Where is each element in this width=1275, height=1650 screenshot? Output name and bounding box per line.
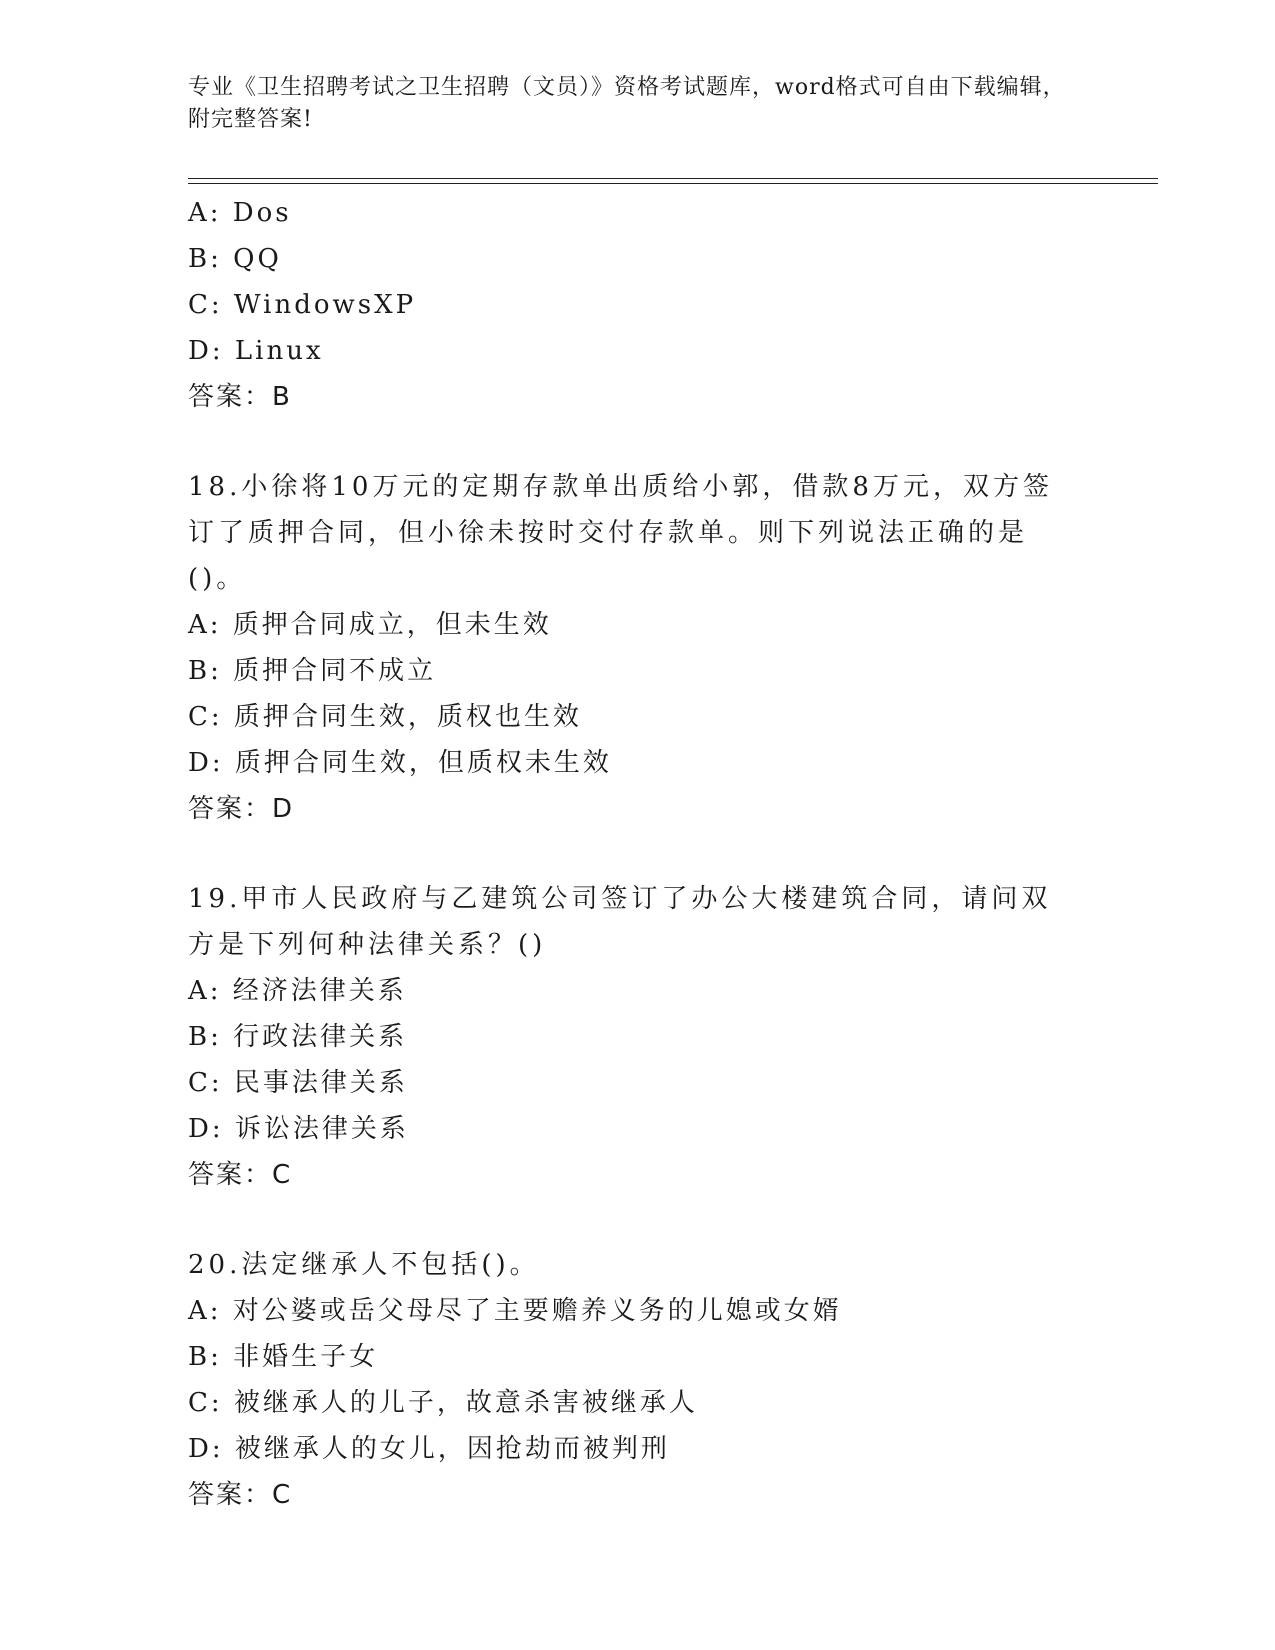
option-d: D: Linux — [188, 336, 324, 366]
option-b: B: 行政法律关系 — [188, 1022, 408, 1052]
question-text: 18.小徐将10万元的定期存款单出质给小郭，借款8万元，双方签订了质押合同，但小徐未按时交付存款单。则下列说法正确的是()。 — [188, 472, 1053, 594]
option-a: A: 经济法律关系 — [188, 976, 407, 1006]
document-header: 专业《卫生招聘考试之卫生招聘（文员）》资格考试题库，word格式可自由下载编辑，附完整答案! — [188, 75, 1066, 132]
question-spacer — [188, 420, 1088, 464]
header-divider-top — [188, 178, 1158, 179]
option-a: A: 质押合同成立，但未生效 — [188, 610, 552, 640]
option-b: B: 非婚生子女 — [188, 1342, 379, 1372]
answer-label: 答案：C — [188, 1160, 293, 1190]
option-a: A: 对公婆或岳父母尽了主要赡养义务的儿媳或女婿 — [188, 1296, 842, 1326]
question-20 — [188, 1242, 1088, 1518]
question-17 — [188, 190, 1088, 420]
option-b: B: 质押合同不成立 — [188, 656, 437, 686]
question-list — [188, 190, 1088, 1518]
question-spacer — [188, 832, 1088, 876]
option-c: C: 被继承人的儿子，故意杀害被继承人 — [188, 1388, 698, 1418]
question-18 — [188, 464, 1088, 832]
option-c: C: WindowsXP — [188, 290, 417, 320]
answer-label: 答案：C — [188, 1480, 293, 1510]
question-text: 20.法定继承人不包括()。 — [188, 1250, 540, 1280]
option-d: D: 被继承人的女儿，因抢劫而被判刑 — [188, 1434, 670, 1464]
option-a: A: Dos — [188, 198, 292, 228]
answer-label: 答案：B — [188, 382, 292, 412]
option-c: C: 质押合同生效，质权也生效 — [188, 702, 582, 732]
question-text: 19.甲市人民政府与乙建筑公司签订了办公大楼建筑合同，请问双方是下列何种法律关系？() — [188, 884, 1052, 960]
option-c: C: 民事法律关系 — [188, 1068, 408, 1098]
question-19 — [188, 876, 1088, 1198]
option-b: B: QQ — [188, 244, 282, 274]
option-d: D: 诉讼法律关系 — [188, 1114, 409, 1144]
question-spacer — [188, 1198, 1088, 1242]
answer-label: 答案：D — [188, 794, 295, 824]
option-d: D: 质押合同生效，但质权未生效 — [188, 748, 612, 778]
header-divider-bottom — [188, 183, 1158, 184]
